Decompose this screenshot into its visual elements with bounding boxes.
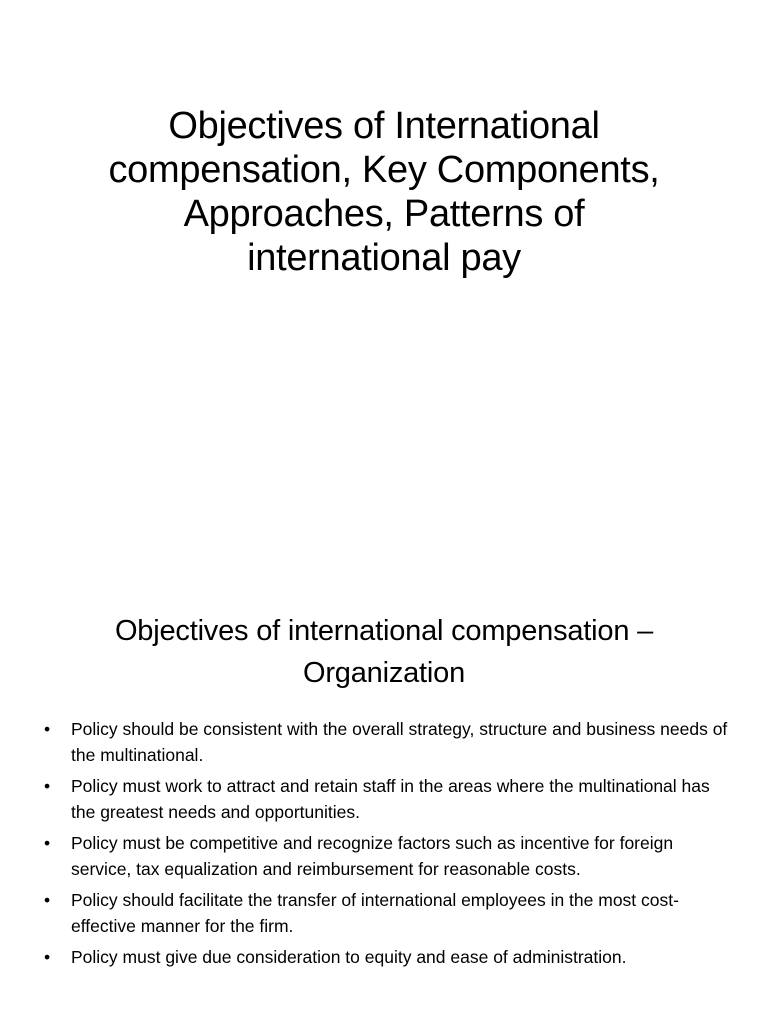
list-item [44,716,734,768]
list-item [44,944,734,970]
bullet-text: Policy should be consistent with the overall strategy, structure and business needs of the multinational. [71,719,728,765]
bullet-icon: • [44,833,51,853]
bullet-text: Policy must work to attract and retain staff in the areas where the multinational has the greatest needs and opportunities. [71,776,710,822]
bullet-icon: • [44,890,51,910]
bullet-list [44,716,734,975]
slide-title: Objectives of international compensation – Organization [114,615,654,689]
bullet-text: Policy should facilitate the transfer of international employees in the most cost-effective manner for the firm. [71,890,679,936]
bullet-icon: • [44,776,51,796]
bullet-icon: • [44,719,51,739]
bullet-text: Policy must be competitive and recognize factors such as incentive for foreign service, tax equalization and reimbursement for reasonable costs. [71,833,674,879]
bullet-icon: • [44,947,51,967]
bullet-text: Policy must give due consideration to equity and ease of administration. [71,947,627,967]
list-item [44,887,734,939]
list-item [44,830,734,882]
objectives-slide [0,576,768,1024]
list-item [44,773,734,825]
presentation-title: Objectives of International compensation, Key Components, Approaches, Patterns of international pay [108,105,660,279]
